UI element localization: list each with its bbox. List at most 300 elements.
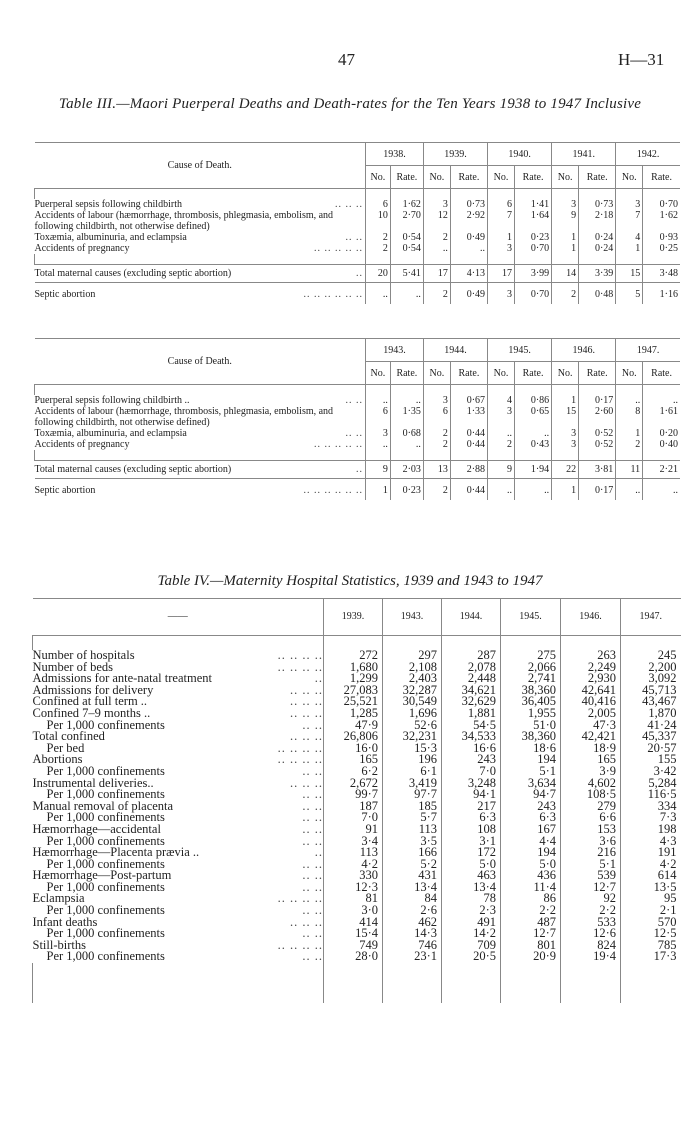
rate-cell: 0·43: [514, 439, 551, 450]
table-4-row: [33, 882, 681, 894]
count-cell: 6: [366, 406, 391, 428]
value-cell: 38,360: [501, 731, 561, 743]
value-cell: 3,248: [442, 778, 501, 790]
table-4: [32, 598, 681, 1003]
value-cell: 191: [621, 847, 681, 859]
value-cell: 2,066: [501, 662, 561, 674]
value-cell: 34,621: [442, 685, 501, 697]
table-4-year-header: 1943.: [383, 599, 442, 636]
year-header: 1946.: [552, 339, 616, 362]
leader-dots: .. ..: [302, 833, 323, 848]
count-cell: 6: [488, 199, 515, 210]
leader-dots: .. .. ..: [290, 914, 323, 929]
table-3-year-row: [35, 339, 681, 362]
rate-cell: 1·62: [643, 210, 680, 232]
cause-cell: [35, 232, 366, 243]
table-3-row: [35, 406, 681, 428]
value-cell: 187: [324, 801, 383, 813]
value-cell: 1,299: [324, 673, 383, 685]
no-header: No.: [616, 362, 643, 385]
no-header: No.: [423, 362, 450, 385]
leader-dots: .. .. .. .. ..: [314, 243, 364, 254]
value-cell: 27,083: [324, 685, 383, 697]
leader-dots: .. .. ..: [290, 705, 323, 720]
value-cell: 1,696: [383, 708, 442, 720]
value-cell: 3·0: [324, 905, 383, 917]
value-cell: 1,680: [324, 662, 383, 674]
value-cell: 3,419: [383, 778, 442, 790]
table-4-year-header: 1947.: [621, 599, 681, 636]
rate-cell: 4·13: [450, 265, 487, 283]
value-cell: 12·6: [561, 928, 621, 940]
count-cell: 9: [488, 461, 515, 479]
value-cell: 95: [621, 893, 681, 905]
count-cell: ..: [488, 428, 515, 439]
value-cell: 78: [442, 893, 501, 905]
value-cell: 47·9: [324, 720, 383, 732]
cause-of-death-header: Cause of Death.: [35, 143, 366, 189]
value-cell: 108: [442, 824, 501, 836]
cause-cell: [35, 461, 366, 479]
leader-dots: .. ..: [345, 395, 364, 406]
value-cell: 94·1: [442, 789, 501, 801]
leader-dots: .. .. ..: [290, 682, 323, 697]
value-cell: 116·5: [621, 789, 681, 801]
row-label: Total confined: [32, 729, 105, 744]
table-4-year-header: 1946.: [561, 599, 621, 636]
table-4-year-header: 1944.: [442, 599, 501, 636]
count-cell: 1: [552, 479, 579, 501]
rate-cell: ..: [390, 395, 423, 406]
value-cell: 2,403: [383, 673, 442, 685]
value-cell: 3·6: [561, 836, 621, 848]
count-cell: 1: [488, 232, 515, 243]
rate-cell: ..: [390, 439, 423, 450]
value-cell: 2·2: [501, 905, 561, 917]
rate-header: Rate.: [450, 166, 487, 189]
value-cell: 45,337: [621, 731, 681, 743]
value-cell: 436: [501, 870, 561, 882]
leader-dots: .. ..: [302, 926, 323, 941]
rate-cell: 0·17: [579, 479, 616, 501]
value-cell: 42,421: [561, 731, 621, 743]
leader-dots: .. .. ..: [335, 199, 364, 210]
table-3-row: [35, 428, 681, 439]
no-header: No.: [552, 362, 579, 385]
rate-cell: 5·41: [390, 265, 423, 283]
count-cell: 3: [423, 199, 450, 210]
cause-label: Total maternal causes (excluding septic abortion): [34, 268, 232, 279]
value-cell: 3·1: [442, 836, 501, 848]
no-header: No.: [488, 362, 515, 385]
value-cell: 414: [324, 917, 383, 929]
leader-dots: .. ..: [302, 798, 323, 813]
rate-cell: 0·25: [643, 243, 680, 254]
value-cell: 2,930: [561, 673, 621, 685]
value-cell: 2,078: [442, 662, 501, 674]
rate-header: Rate.: [643, 166, 680, 189]
count-cell: 22: [552, 461, 579, 479]
value-cell: 2,672: [324, 778, 383, 790]
row-label: Per 1,000 confinements: [46, 949, 165, 964]
rate-cell: 0·44: [450, 479, 487, 501]
value-cell: 801: [501, 940, 561, 952]
value-cell: 462: [383, 917, 442, 929]
value-cell: 155: [621, 754, 681, 766]
row-label: Per 1,000 confinements: [46, 903, 165, 918]
value-cell: 108·5: [561, 789, 621, 801]
value-cell: 4·4: [501, 836, 561, 848]
value-cell: 746: [383, 940, 442, 952]
cause-label: Puerperal sepsis following childbirth ..: [34, 395, 190, 406]
table-4-row: [33, 928, 681, 940]
rate-cell: 0·20: [643, 428, 680, 439]
value-cell: 272: [324, 650, 383, 662]
rate-cell: ..: [514, 428, 551, 439]
rate-cell: 0·49: [450, 283, 487, 305]
value-cell: 51·0: [501, 720, 561, 732]
leader-dots: ..: [356, 464, 364, 475]
no-header: No.: [423, 166, 450, 189]
cause-label: Accidents of labour (hæmorrhage, thrombosis, phlegmasia, embolism, and following childbirth, not otherwise defined): [34, 406, 334, 428]
count-cell: 7: [616, 210, 643, 232]
no-header: No.: [366, 362, 391, 385]
year-header: 1943.: [366, 339, 424, 362]
value-cell: 7·0: [324, 812, 383, 824]
row-label: Infant deaths: [32, 914, 98, 929]
count-cell: 9: [366, 461, 391, 479]
value-cell: 165: [561, 754, 621, 766]
no-header: No.: [366, 166, 391, 189]
value-cell: 42,641: [561, 685, 621, 697]
value-cell: 92: [561, 893, 621, 905]
rate-cell: 0·52: [579, 439, 616, 450]
table-3-row: [35, 210, 681, 232]
cause-label: Septic abortion: [34, 289, 96, 300]
rate-cell: 1·61: [643, 406, 680, 428]
value-cell: 16·6: [442, 743, 501, 755]
table-3-row: [35, 243, 681, 254]
row-label: Eclampsia: [32, 891, 85, 906]
value-cell: 7·3: [621, 812, 681, 824]
count-cell: ..: [366, 283, 391, 305]
row-label: Number of hospitals: [32, 648, 135, 662]
rate-cell: 0·23: [390, 479, 423, 501]
count-cell: ..: [488, 479, 515, 501]
row-label: Abortions: [32, 752, 83, 767]
value-cell: 263: [561, 650, 621, 662]
leader-dots: .. .. .. ..: [277, 659, 323, 674]
rate-header: Rate.: [579, 362, 616, 385]
value-cell: 5,284: [621, 778, 681, 790]
rate-cell: 0·86: [514, 395, 551, 406]
rate-cell: 1·62: [390, 199, 423, 210]
count-cell: 2: [423, 439, 450, 450]
value-cell: 330: [324, 870, 383, 882]
value-cell: 5·1: [501, 766, 561, 778]
year-header: 1947.: [616, 339, 680, 362]
value-cell: 2,448: [442, 673, 501, 685]
value-cell: 297: [383, 650, 442, 662]
table-3-year-row: [35, 143, 681, 166]
rate-cell: 2·21: [643, 461, 680, 479]
rate-cell: 3·48: [643, 265, 680, 283]
count-cell: 3: [552, 439, 579, 450]
table-3-row: [35, 439, 681, 450]
row-label: Instrumental deliveries..: [32, 775, 154, 790]
row-label: Per 1,000 confinements: [46, 787, 165, 802]
year-header: 1944.: [423, 339, 487, 362]
leader-dots: .. ..: [345, 428, 364, 439]
leader-dots: .. .. ..: [290, 729, 323, 744]
value-cell: 12·7: [561, 882, 621, 894]
value-cell: 113: [383, 824, 442, 836]
leader-dots: .. ..: [345, 232, 364, 243]
count-cell: 17: [423, 265, 450, 283]
count-cell: 2: [488, 439, 515, 450]
value-cell: 275: [501, 650, 561, 662]
value-cell: 216: [561, 847, 621, 859]
value-cell: 4·3: [621, 836, 681, 848]
year-header: 1938.: [366, 143, 424, 166]
value-cell: 539: [561, 870, 621, 882]
value-cell: 52·6: [383, 720, 442, 732]
cause-cell: [35, 265, 366, 283]
value-cell: 36,405: [501, 696, 561, 708]
value-cell: 17·3: [621, 951, 681, 963]
value-cell: 12·3: [324, 882, 383, 894]
cause-of-death-header: Cause of Death.: [35, 339, 366, 385]
table-3-block: [34, 142, 680, 304]
leader-dots: .. ..: [302, 856, 323, 871]
rate-cell: 0·65: [514, 406, 551, 428]
count-cell: 2: [616, 439, 643, 450]
value-cell: 32,287: [383, 685, 442, 697]
value-cell: 32,629: [442, 696, 501, 708]
value-cell: 431: [383, 870, 442, 882]
rate-header: Rate.: [390, 362, 423, 385]
count-cell: 6: [423, 406, 450, 428]
count-cell: 1: [552, 232, 579, 243]
count-cell: 6: [366, 199, 391, 210]
value-cell: 4·2: [324, 859, 383, 871]
count-cell: 3: [488, 406, 515, 428]
rate-cell: 2·70: [390, 210, 423, 232]
value-cell: 491: [442, 917, 501, 929]
rate-cell: 0·40: [643, 439, 680, 450]
value-cell: 785: [621, 940, 681, 952]
value-cell: 3·5: [383, 836, 442, 848]
rate-cell: 0·17: [579, 395, 616, 406]
cause-cell: [35, 439, 366, 450]
no-header: No.: [488, 166, 515, 189]
value-cell: 14·2: [442, 928, 501, 940]
value-cell: 26,806: [324, 731, 383, 743]
table-3-block: [34, 338, 680, 500]
value-cell: 94·7: [501, 789, 561, 801]
value-cell: 15·3: [383, 743, 442, 755]
value-cell: 23·1: [383, 951, 442, 963]
rate-cell: 0·52: [579, 428, 616, 439]
leader-dots: .. .. .. ..: [277, 648, 323, 662]
value-cell: 25,521: [324, 696, 383, 708]
value-cell: 153: [561, 824, 621, 836]
value-cell: 2·6: [383, 905, 442, 917]
value-cell: 198: [621, 824, 681, 836]
cause-label: Puerperal sepsis following childbirth: [34, 199, 182, 210]
rate-cell: 1·64: [514, 210, 551, 232]
row-label: Per 1,000 confinements: [46, 810, 165, 825]
rate-cell: 1·16: [643, 283, 680, 305]
leader-dots: .. .. .. ..: [277, 937, 323, 952]
rate-header: Rate.: [450, 362, 487, 385]
rate-header: Rate.: [579, 166, 616, 189]
value-cell: 570: [621, 917, 681, 929]
table-4-title: Table IV.—Maternity Hospital Statistics, 1939 and 1943 to 1947: [157, 573, 543, 589]
count-cell: 8: [616, 406, 643, 428]
count-cell: 3: [552, 428, 579, 439]
value-cell: 99·7: [324, 789, 383, 801]
leader-dots: ..: [356, 268, 364, 279]
count-cell: 14: [552, 265, 579, 283]
rate-cell: 0·49: [450, 232, 487, 243]
value-cell: 13·4: [383, 882, 442, 894]
count-cell: 3: [366, 428, 391, 439]
table-3-row: [35, 461, 681, 479]
value-cell: 11·4: [501, 882, 561, 894]
value-cell: 5·0: [501, 859, 561, 871]
value-cell: 18·9: [561, 743, 621, 755]
count-cell: ..: [616, 395, 643, 406]
rate-cell: 2·60: [579, 406, 616, 428]
leader-dots: .. ..: [302, 949, 323, 964]
rate-cell: 0·67: [450, 395, 487, 406]
leader-dots: .. .. .. ..: [277, 740, 323, 755]
cause-label: Toxæmia, albuminuria, and eclampsia: [34, 428, 187, 439]
count-cell: 2: [423, 283, 450, 305]
rate-cell: 1·94: [514, 461, 551, 479]
value-cell: 172: [442, 847, 501, 859]
value-cell: 30,549: [383, 696, 442, 708]
leader-dots: .. .. ..: [290, 694, 323, 709]
value-cell: 2,108: [383, 662, 442, 674]
row-label: Hæmorrhage—Placenta prævia ..: [32, 845, 200, 860]
row-label: Confined at full term ..: [32, 694, 148, 709]
table-3-row: [35, 283, 681, 305]
cause-label: Accidents of pregnancy: [34, 439, 130, 450]
row-label: Hæmorrhage—Post-partum: [32, 868, 172, 883]
rate-cell: 0·70: [514, 283, 551, 305]
row-label: Per 1,000 confinements: [46, 856, 165, 871]
rate-header: Rate.: [643, 362, 680, 385]
table-4-corner: ——: [33, 599, 324, 636]
rate-cell: 0·23: [514, 232, 551, 243]
count-cell: 20: [366, 265, 391, 283]
leader-dots: .. ..: [302, 763, 323, 778]
value-cell: 3·9: [561, 766, 621, 778]
value-cell: 279: [561, 801, 621, 813]
cause-label: Septic abortion: [34, 485, 96, 496]
leader-dots: .. .. .. .. .. ..: [303, 289, 364, 300]
leader-dots: .. .. .. ..: [277, 752, 323, 767]
value-cell: 54·5: [442, 720, 501, 732]
cause-cell: [35, 283, 366, 305]
value-cell: 165: [324, 754, 383, 766]
table-3-row: [35, 479, 681, 501]
row-label: Per 1,000 confinements: [46, 926, 165, 941]
leader-dots: .. ..: [302, 868, 323, 883]
row-label: Confined 7–9 months ..: [32, 705, 151, 720]
rate-cell: 0·68: [390, 428, 423, 439]
rate-cell: 3·39: [579, 265, 616, 283]
value-cell: 824: [561, 940, 621, 952]
count-cell: 1: [616, 243, 643, 254]
value-cell: 243: [501, 801, 561, 813]
value-cell: 86: [501, 893, 561, 905]
leader-dots: .. .. .. ..: [277, 891, 323, 906]
row-label-cell: [33, 951, 324, 963]
rate-cell: 2·88: [450, 461, 487, 479]
value-cell: 1,870: [621, 708, 681, 720]
rate-header: Rate.: [390, 166, 423, 189]
count-cell: 3: [616, 199, 643, 210]
leader-dots: .. .. .. .. .. ..: [303, 485, 364, 496]
rate-cell: 0·44: [450, 439, 487, 450]
value-cell: 194: [501, 754, 561, 766]
value-cell: 749: [324, 940, 383, 952]
leader-dots: .. ..: [302, 821, 323, 836]
value-cell: 12·5: [621, 928, 681, 940]
value-cell: 45,713: [621, 685, 681, 697]
value-cell: 13·4: [442, 882, 501, 894]
value-cell: 185: [383, 801, 442, 813]
count-cell: 2: [366, 232, 391, 243]
value-cell: 243: [442, 754, 501, 766]
cause-cell: [35, 395, 366, 406]
count-cell: 9: [552, 210, 579, 232]
value-cell: 1,881: [442, 708, 501, 720]
value-cell: 3,092: [621, 673, 681, 685]
value-cell: 2,249: [561, 662, 621, 674]
value-cell: 6·3: [442, 812, 501, 824]
value-cell: 5·2: [383, 859, 442, 871]
value-cell: 41·24: [621, 720, 681, 732]
value-cell: 2·2: [561, 905, 621, 917]
value-cell: 20·9: [501, 951, 561, 963]
year-header: 1942.: [616, 143, 680, 166]
count-cell: 3: [423, 395, 450, 406]
value-cell: 5·0: [442, 859, 501, 871]
value-cell: 15·4: [324, 928, 383, 940]
count-cell: 12: [423, 210, 450, 232]
count-cell: 15: [552, 406, 579, 428]
cause-cell: [35, 479, 366, 501]
value-cell: 194: [501, 847, 561, 859]
rate-cell: 3·81: [579, 461, 616, 479]
value-cell: 18·6: [501, 743, 561, 755]
year-header: 1939.: [423, 143, 487, 166]
value-cell: 3·42: [621, 766, 681, 778]
value-cell: 709: [442, 940, 501, 952]
value-cell: 13·5: [621, 882, 681, 894]
cause-cell: [35, 199, 366, 210]
count-cell: 2: [423, 232, 450, 243]
value-cell: 334: [621, 801, 681, 813]
cause-label: Accidents of pregnancy: [34, 243, 130, 254]
row-label: Manual removal of placenta: [32, 798, 174, 813]
value-cell: 287: [442, 650, 501, 662]
leader-dots: ..: [314, 671, 323, 686]
